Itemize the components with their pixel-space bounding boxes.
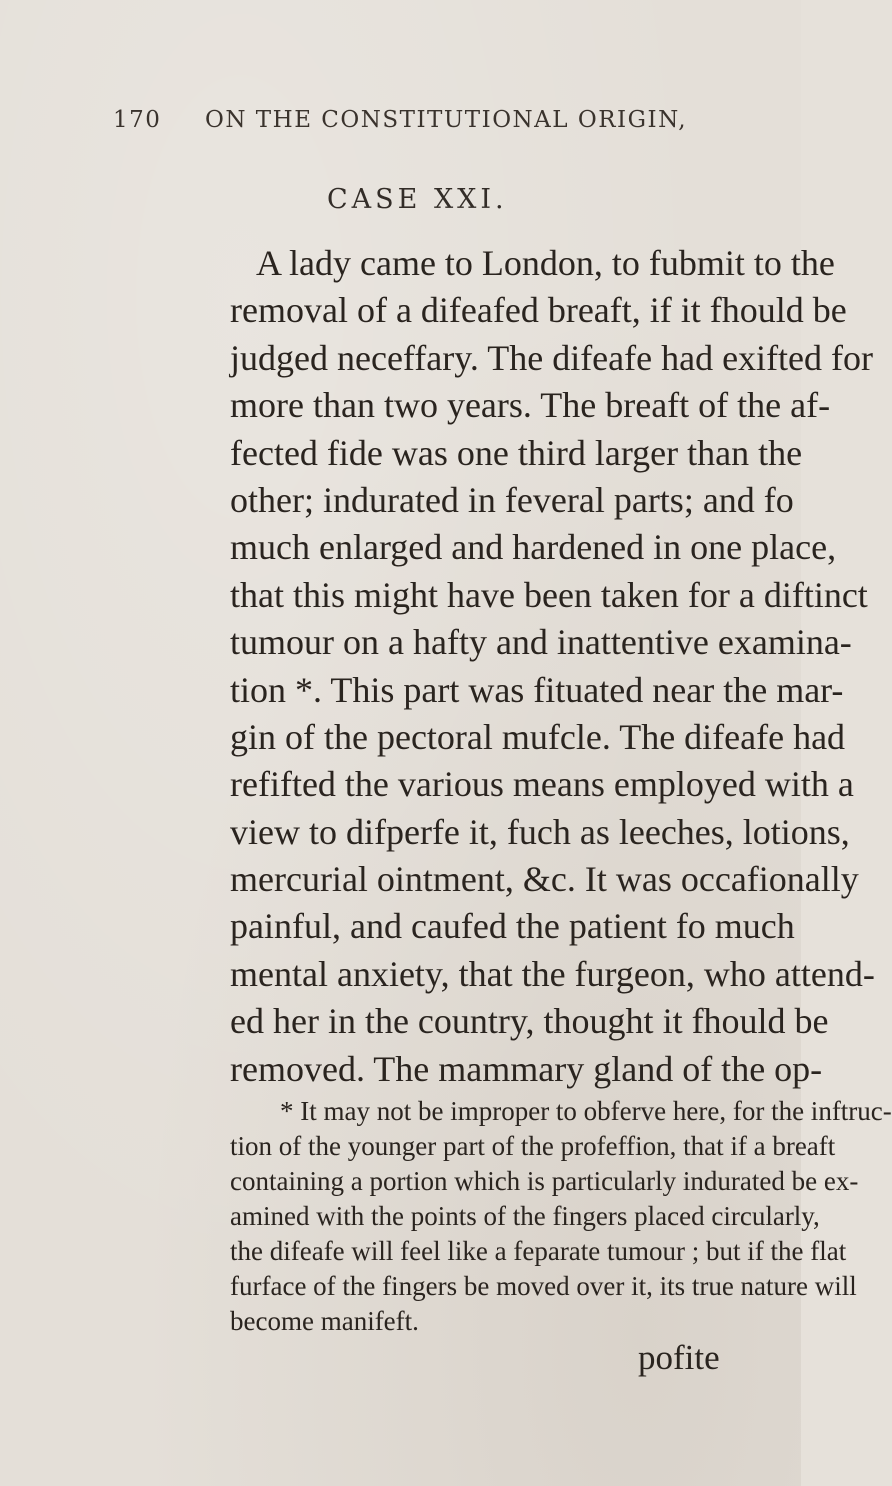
body-line: mercurial ointment, &c. It was occafionally <box>230 859 859 900</box>
body-line: tion *. This part was fituated near the mar- <box>230 669 844 710</box>
body-line: much enlarged and hardened in one place, <box>230 527 837 568</box>
body-line: more than two years. The breaft of the af- <box>230 385 831 426</box>
footnote-line: * It may not be improper to obferve here, for the inftruc- <box>280 1096 892 1126</box>
catchword: pofite <box>638 1338 720 1377</box>
footnote-line: become manifeft. <box>230 1306 419 1336</box>
body-line: mental anxiety, that the furgeon, who attend- <box>230 953 875 994</box>
body-line: judged neceffary. The difeafe had exifted for <box>230 337 874 378</box>
body-line: ed her in the country, thought it fhould be <box>230 1001 829 1042</box>
body-line: removal of a difeafed breaft, if it fhould be <box>230 290 847 331</box>
body-line: other; indurated in feveral parts; and fo <box>230 479 794 520</box>
body-line: refifted the various means employed with a <box>230 764 854 805</box>
body-line: painful, and caufed the patient fo much <box>230 906 795 947</box>
body-line: tumour on a hafty and inattentive examina- <box>230 622 852 663</box>
body-line: view to difperfe it, fuch as leeches, lotions, <box>230 811 850 852</box>
body-text <box>230 240 875 1093</box>
body-line: A lady came to London, to fubmit to the <box>256 243 835 283</box>
footnote-line: the difeafe will feel like a feparate tumour ; but if the flat <box>230 1236 847 1266</box>
footnote <box>230 1094 892 1339</box>
body-line: removed. The mammary gland of the op- <box>230 1048 823 1089</box>
running-title: ON THE CONSTITUTIONAL ORIGIN, <box>205 107 688 133</box>
case-heading: CASE XXI. <box>327 184 508 215</box>
running-header <box>113 107 753 147</box>
page-number: 170 <box>113 107 162 133</box>
footnote-line: tion of the younger part of the profeffion, that if a breaft <box>230 1131 836 1161</box>
body-line: that this might have been taken for a diftinct <box>230 574 868 615</box>
footnote-line: containing a portion which is particularly indurated be ex- <box>230 1166 859 1196</box>
footnote-line: furface of the fingers be moved over it, its true nature will <box>230 1271 857 1301</box>
body-line: gin of the pectoral mufcle. The difeafe had <box>230 716 846 757</box>
body-line: fected fide was one third larger than the <box>230 432 803 473</box>
footnote-line: amined with the points of the fingers placed circularly, <box>230 1201 820 1231</box>
